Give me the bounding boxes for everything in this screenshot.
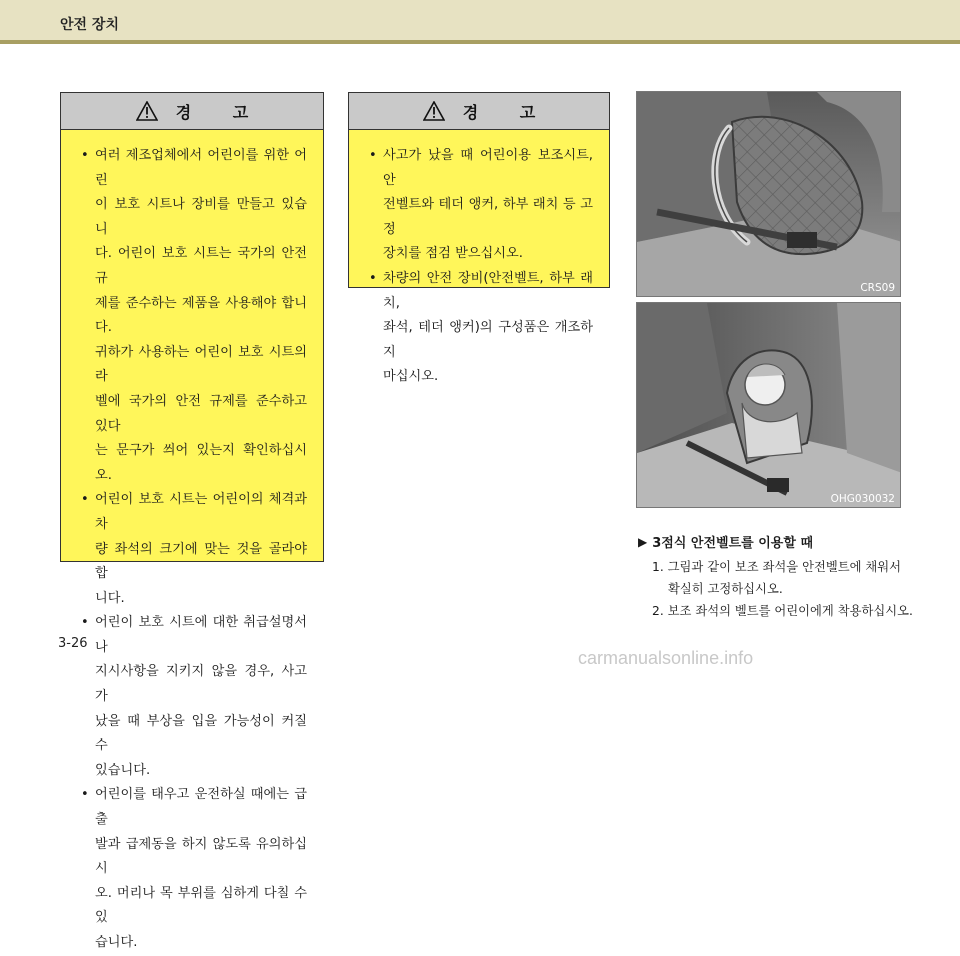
- step-number: 1.: [652, 560, 664, 574]
- photo-label: OHG030032: [830, 493, 895, 505]
- warning-line: 마십시오.: [383, 369, 439, 385]
- section-heading: [638, 532, 813, 551]
- warning-line: • 차량의 안전 장비(안전벨트, 하부 래치,: [383, 270, 593, 311]
- warning-line: 났을 때 부상을 입을 가능성이 커질 수: [95, 713, 307, 754]
- warning-line: • 어린이 보호 시트는 어린이의 체격과 차: [95, 492, 307, 532]
- page-number: 3-26: [58, 636, 88, 651]
- warning-item: [371, 267, 593, 390]
- warning-item: [83, 488, 307, 611]
- warning-line: • 여러 제조업체에서 어린이를 위한 어린: [95, 148, 307, 188]
- warning-line: 다. 어린이 보호 시트는 국가의 안전 규: [95, 246, 307, 286]
- warning-box-right: [348, 92, 610, 385]
- warning-header: [349, 93, 609, 130]
- photo-label: CRS09: [860, 282, 895, 294]
- warning-triangle-icon: [136, 101, 158, 121]
- page-header: [0, 0, 960, 40]
- warning-line: 는 문구가 씌어 있는지 확인하십시오.: [95, 443, 307, 483]
- warning-line: 있습니다.: [95, 762, 151, 778]
- step-number: 2.: [652, 604, 664, 618]
- warning-line: 전벨트와 테더 앵커, 하부 래치 등 고정: [383, 197, 593, 237]
- warning-list: [349, 130, 609, 390]
- warning-line: • 어린이 보호 시트에 대한 취급설명서나: [95, 615, 307, 655]
- warning-item: [371, 144, 593, 267]
- section-title: 안전 장치: [60, 17, 119, 33]
- watermark: carmanualsonline.info: [578, 648, 754, 668]
- warning-line: 오. 머리나 목 부위를 심하게 다칠 수 있: [95, 885, 307, 926]
- warning-line: 니다.: [95, 590, 125, 606]
- warning-item: [83, 144, 307, 488]
- warning-line: 벨에 국가의 안전 규제를 준수하고 있다: [95, 393, 307, 434]
- warning-list: [61, 130, 323, 956]
- child-seat-illustration: [636, 302, 901, 508]
- warning-title: 경 고: [175, 102, 267, 122]
- warning-triangle-icon: [423, 101, 445, 121]
- header-rule: [0, 40, 960, 44]
- warning-line: 량 좌석의 크기에 맞는 것을 골라야 합: [95, 541, 307, 582]
- warning-line: 좌석, 테더 앵커)의 구성품은 개조하지: [383, 320, 593, 360]
- warning-line: • 사고가 났을 때 어린이용 보조시트, 안: [383, 148, 593, 188]
- step-text: 그림과 같이 보조 좌석을 안전벨트에 채워서: [667, 560, 902, 574]
- steps-list: [652, 556, 914, 622]
- warning-line: 발과 급제동을 하지 않도록 유의하십시: [95, 836, 307, 877]
- warning-line: 장치를 점검 받으십시오.: [383, 246, 523, 262]
- warning-header: [61, 93, 323, 130]
- warning-line: 귀하가 사용하는 어린이 보호 시트의 라: [95, 344, 307, 385]
- triangle-arrow-icon: ▶: [638, 534, 648, 549]
- section-heading-text: 3점식 안전벨트를 이용할 때: [652, 536, 813, 551]
- step-text: 확실히 고정하십시오.: [668, 582, 783, 596]
- warning-line: • 어린이를 태우고 운전하실 때에는 급출: [95, 787, 307, 828]
- step-item: [652, 556, 914, 578]
- warning-line: 습니다.: [95, 935, 138, 950]
- step-item-continued: [652, 578, 914, 600]
- warning-line: 제를 준수하는 제품을 사용해야 합니다.: [95, 295, 307, 336]
- warning-item: [83, 783, 307, 955]
- warning-title: 경 고: [462, 102, 554, 122]
- step-item: [652, 600, 914, 622]
- infant-seat-illustration: [636, 91, 901, 297]
- warning-line: 지시사항을 지키지 않을 경우, 사고가: [95, 664, 307, 705]
- warning-item: [83, 611, 307, 783]
- warning-line: 이 보호 시트나 장비를 만들고 있습니: [95, 197, 307, 237]
- step-text: 보조 좌석의 벨트를 어린이에게 착용하십시오.: [667, 604, 913, 618]
